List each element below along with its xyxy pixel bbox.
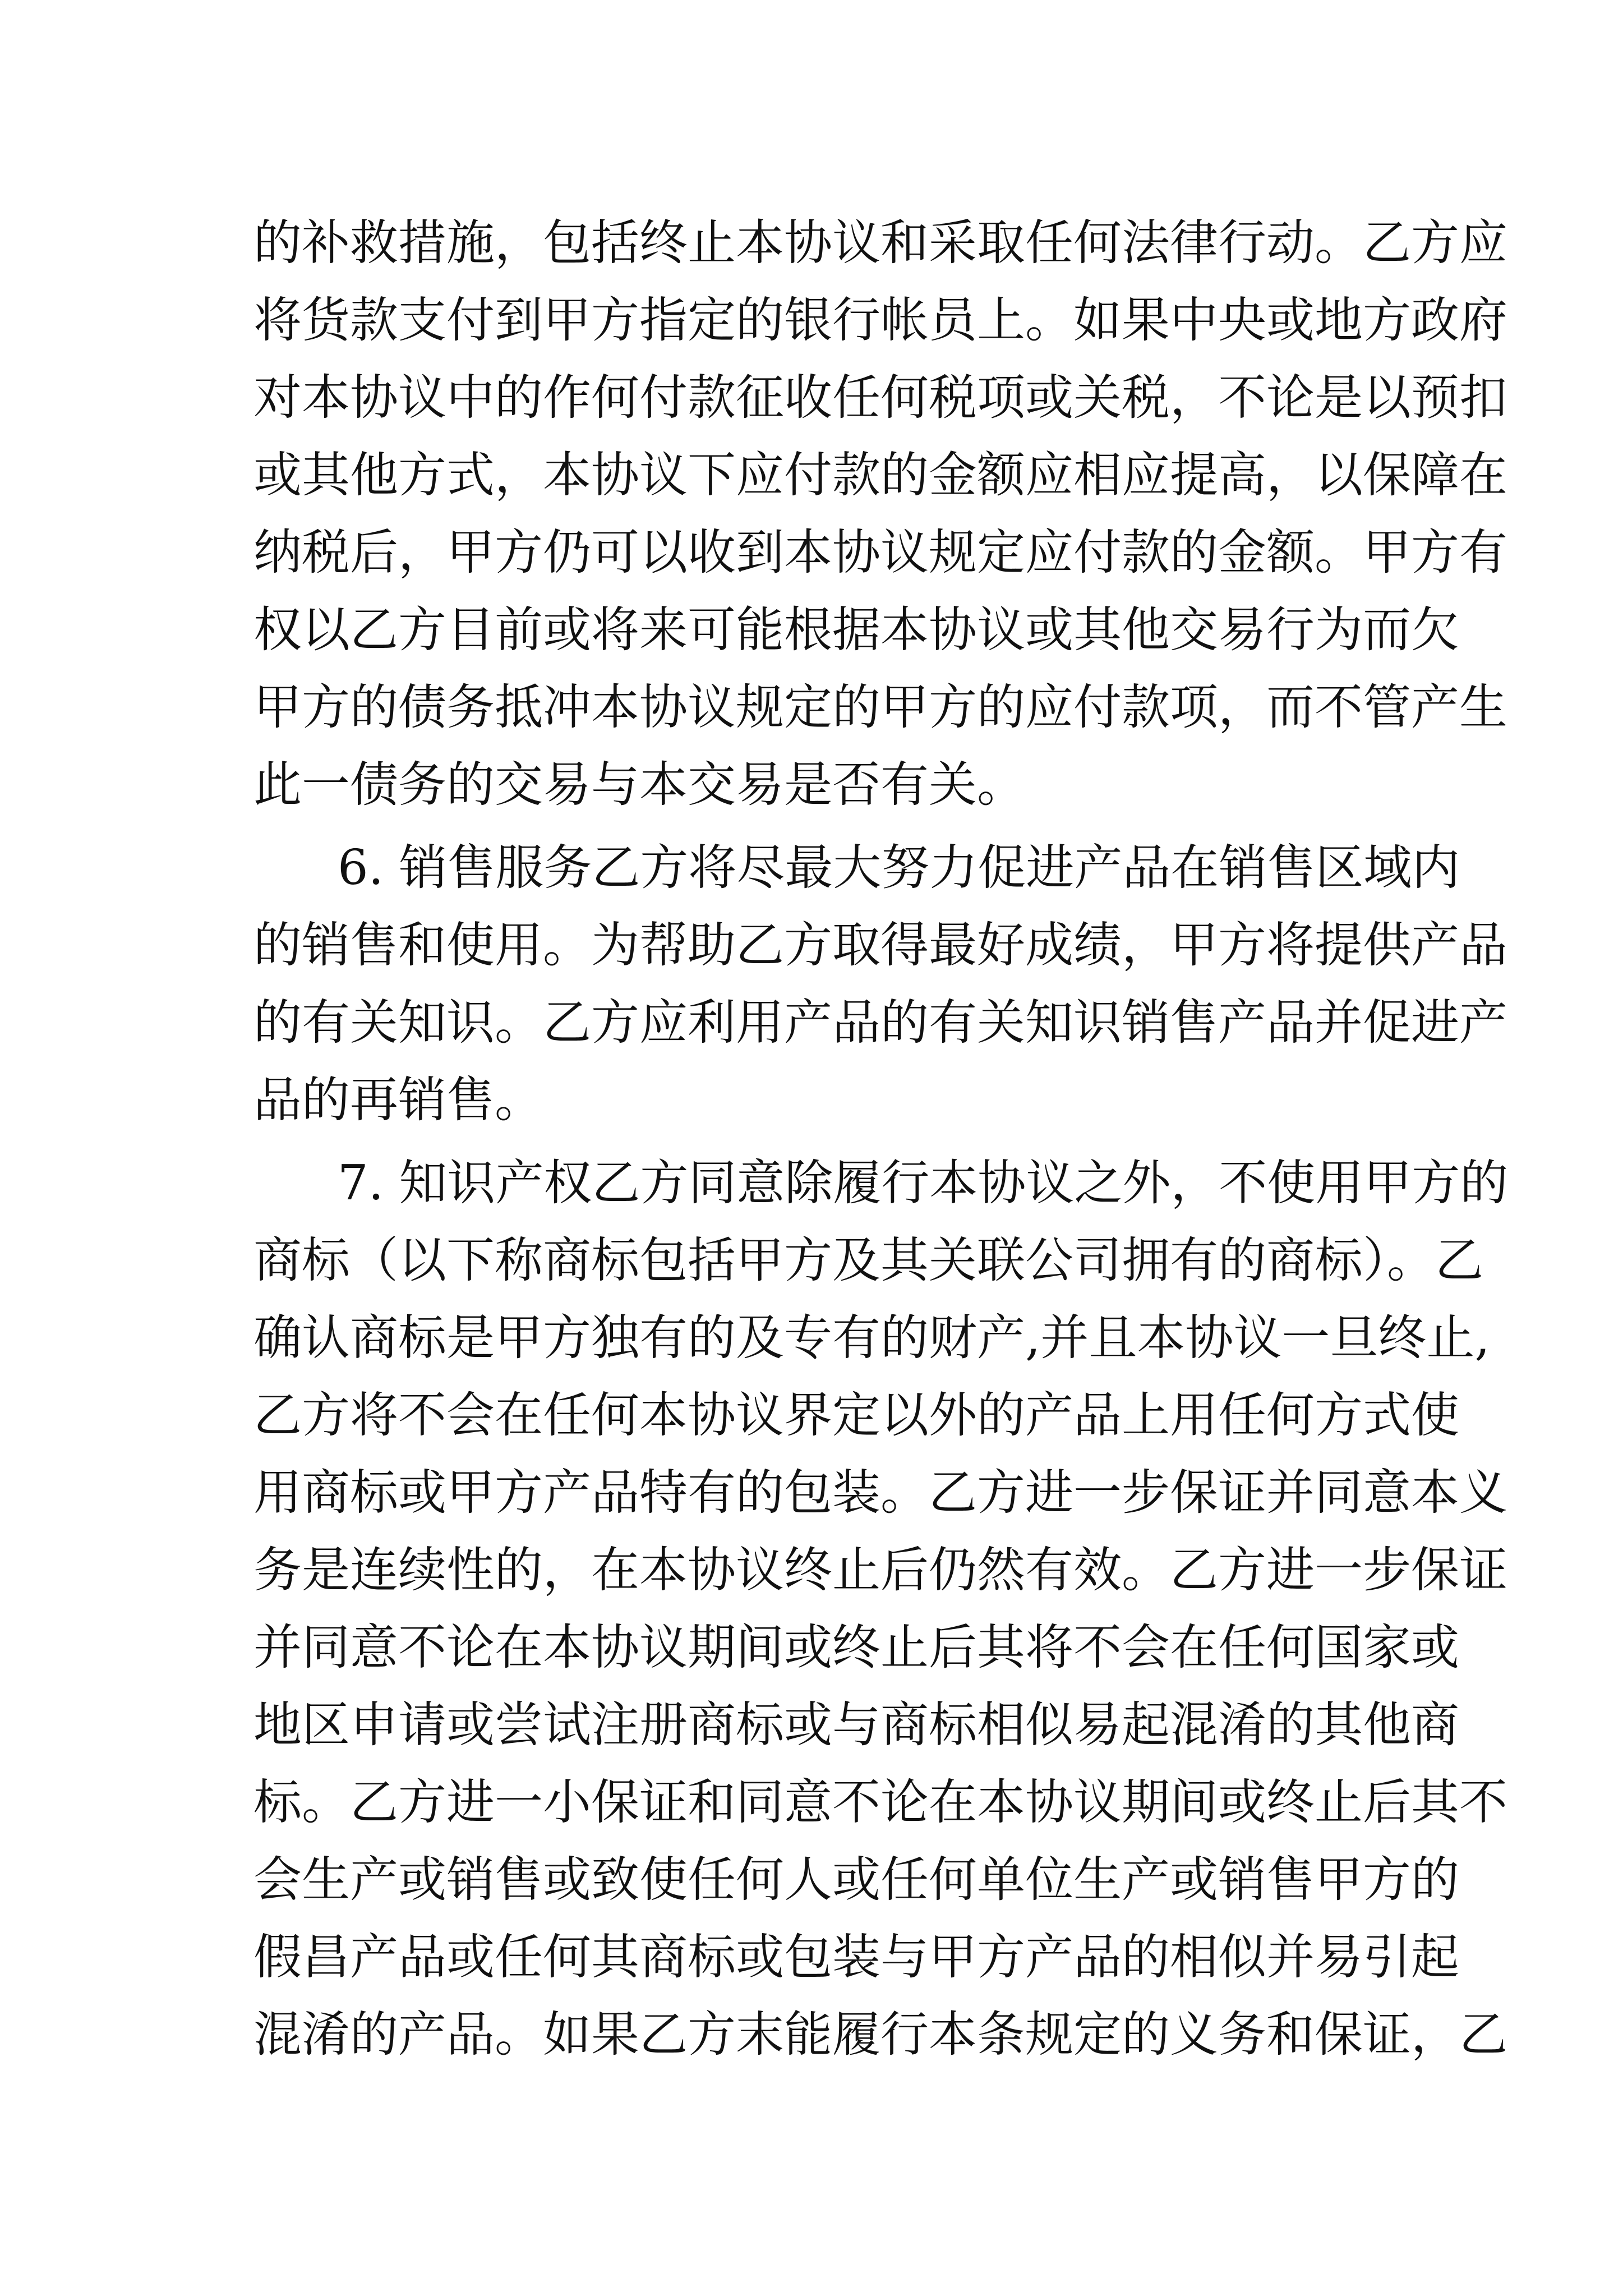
text-line: 权以乙方目前或将来可能根据本协议或其他交易行为而欠 — [253, 602, 1459, 658]
text-line: 商标（以下称商标包括甲方及其关联公司拥有的商标）。乙 — [253, 1232, 1483, 1289]
text-line: 纳税后，甲方仍可以收到本协议规定应付款的金额。甲方有 — [253, 524, 1507, 581]
text-line: 的有关知识。乙方应利用产品的有关知识销售产品并促进产 — [253, 995, 1507, 1051]
text-line: 地区申请或尝试注册商标或与商标相似易起混淆的其他商 — [253, 1697, 1459, 1753]
text-line: 混淆的产品。如果乙方末能履行本条规定的义务和保证，乙 — [253, 2007, 1507, 2063]
text-line: 的补救措施，包括终止本协议和采取任何法律行动。乙方应 — [253, 215, 1507, 271]
text-line: 确认商标是甲方独有的及专有的财产,并且本协议一旦终止, — [253, 1310, 1490, 1366]
text-line: 并同意不论在本协议期间或终止后其将不会在任何国家或 — [253, 1619, 1459, 1676]
text-line: 品的再销售。 — [253, 1072, 543, 1128]
paragraph-payment-continuation — [253, 204, 1507, 823]
text-line: 用商标或甲方产品特有的包装。乙方进一步保证并同意本义 — [253, 1465, 1507, 1521]
text-line: 标。乙方进一小保证和同意不论在本协议期间或终止后其不 — [253, 1774, 1507, 1830]
text-line: 对本协议中的作何付款征收任何税项或关税，不论是以预扣 — [253, 370, 1507, 426]
text-line: 7. 知识产权乙方同意除履行本协议之外，不使用甲方的 — [338, 1155, 1509, 1211]
text-line: 的销售和使用。为帮助乙方取得最好成绩，甲方将提供产品 — [253, 917, 1507, 973]
text-line: 乙方将不会在任何本协议界定以外的产品上用任何方式使 — [253, 1387, 1459, 1443]
paragraph-intellectual-property — [253, 1144, 1509, 2073]
text-line: 将货款支付到甲方指定的银行帐员上。如果中央或地方政府 — [253, 292, 1507, 348]
text-line: 假昌产品或任何其商标或包装与甲方产品的相似并易引起 — [253, 1929, 1459, 1985]
document-body — [253, 204, 1509, 2079]
text-line: 甲方的债务抵冲本协议规定的甲方的应付款项，而不管产生 — [253, 679, 1507, 735]
text-line: 或其他方式，本协议下应付款的金额应相应提高，以保障在 — [253, 447, 1507, 503]
text-line: 会生产或销售或致使任何人或任何单位生产或销售甲方的 — [253, 1852, 1459, 1908]
text-line: 此一债务的交易与本交易是否有关。 — [253, 757, 1025, 813]
paragraph-sales-service — [253, 829, 1507, 1139]
text-line: 务是连续性的，在本协议终止后仍然有效。乙方进一步保证 — [253, 1542, 1507, 1598]
text-line: 6. 销售服务乙方将尽最大努力促进产品在销售区域内 — [338, 840, 1460, 896]
